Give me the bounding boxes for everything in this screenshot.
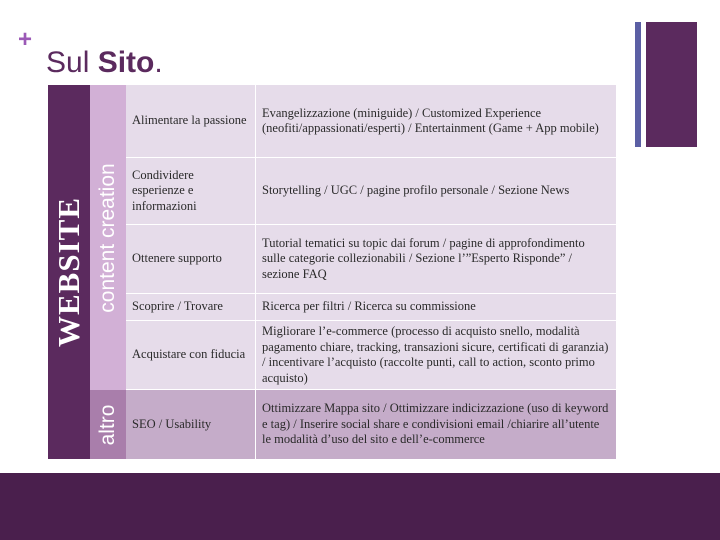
strategy-table [48,85,616,459]
slide-title [46,48,163,78]
need-cell: Condividere esperienze e informazioni [126,158,256,224]
need-cell: Alimentare la passione [126,85,256,157]
table-row [126,390,616,459]
need-cell: Acquistare con fiducia [126,321,256,389]
table-rows [126,85,616,459]
actions-cell: Migliorare l’e-commerce (processo di acquisto snello, modalità pagamento chiare, tracking, transazioni sicure, certificati di garanzia) / incentivare l’acquisto (raccolte punti, call to action, sconto primo acquisto) [256,321,616,389]
table-row [126,158,616,225]
plus-icon: + [18,26,33,53]
table-row [126,225,616,294]
actions-cell: Ricerca per filtri / Ricerca su commissione [256,294,616,320]
decorative-block [646,22,697,147]
category-altro [90,390,126,459]
title-bold: Sito [97,46,155,79]
category-content-creation [90,85,126,390]
actions-cell: Ottimizzare Mappa sito / Ottimizzare indicizzazione (uso di keyword e tag) / Inserire social share e condivisioni email /chiarire all’utente le modalità d’uso del sito e dell’e-commerce [256,390,616,459]
website-label-cell [48,85,90,459]
footer-bar [0,473,720,540]
table-row [126,321,616,390]
website-label: WEBSITE [51,196,86,348]
need-cell: Scoprire / Trovare [126,294,256,320]
decorative-line [635,22,641,147]
need-cell: SEO / Usability [126,390,256,459]
need-cell: Ottenere supporto [126,225,256,293]
table-row [126,294,616,321]
actions-cell: Evangelizzazione (miniguide) / Customized Experience (neofiti/appassionati/esperti) / Entertainment (Game + App mobile) [256,85,616,157]
actions-cell: Tutorial tematici su topic dai forum / pagine di approfondimento sulle categorie collezionabili / Sezione l’”Esperto Risponde” / sezione FAQ [256,225,616,293]
category-label: content creation [96,162,119,313]
title-prefix: Sul [46,46,98,79]
title-suffix: . [154,46,163,79]
table-row [126,85,616,158]
category-label: altro [96,404,119,445]
actions-cell: Storytelling / UGC / pagine profilo personale / Sezione News [256,158,616,224]
